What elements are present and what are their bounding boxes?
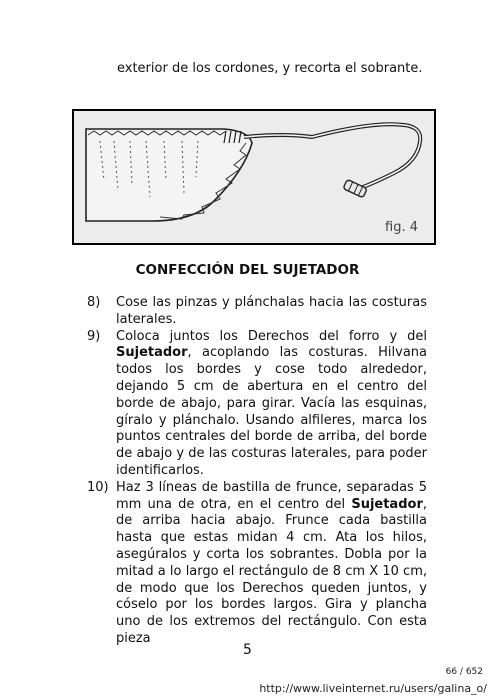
garment-illustration: [74, 111, 434, 243]
intro-paragraph: exterior de los cordones, y recorta el sobrante.: [117, 61, 423, 76]
item-number: 10): [87, 479, 109, 495]
item-bold-term: Sujetador: [116, 345, 188, 361]
figure-label: fig. 4: [385, 220, 418, 235]
item-text: Cose las pinzas y plánchalas hacia las costuras laterales.: [116, 295, 427, 327]
list-item: [87, 329, 427, 480]
item-text-part: , de arriba hacia abajo. Frunce cada bastilla hasta que estas midan 4 cm. Ata los hilos, asegúralos y corta los sobrantes. Dobla por la mitad a lo largo el rectángulo de 8 cm X 10 cm, de modo que los Derechos queden juntos, y cóselo por los bordes largos. Gira y plancha uno de los extremos del rectángulo. Con esta pieza: [116, 496, 427, 646]
item-text-part: Haz 3 líneas de bastilla de frunce, separadas 5 mm una de otra, en el centro del: [116, 479, 427, 512]
item-text-part: , acoplando las costuras. Hilvana todos los bordes y cose todo alrededor, dejando 5 cm de abertura en el centro del borde de abajo, para girar. Vacía las esquinas, gíralo y plánchalo. Usando alfileres, marca los puntos centrales del borde de arriba, del borde de abajo y de las costuras laterales, para poder identificarlos.: [116, 345, 427, 478]
instruction-list: [87, 295, 427, 648]
item-number: 8): [87, 295, 101, 310]
page-counter: 66 / 652: [445, 667, 483, 677]
item-bold-term: Sujetador: [351, 496, 423, 512]
list-item: [87, 480, 427, 648]
item-number: 9): [87, 328, 101, 344]
item-text: [116, 329, 427, 480]
list-item: [87, 295, 427, 329]
item-text-part: Coloca juntos los Derechos del forro y del: [116, 328, 427, 344]
page-number: 5: [243, 642, 252, 658]
watermark-url: http://www.liveinternet.ru/users/galina_o/: [259, 682, 487, 695]
item-text: [116, 480, 427, 648]
section-heading: CONFECCIÓN DEL SUJETADOR: [135, 262, 360, 278]
figure-4: [72, 109, 436, 245]
